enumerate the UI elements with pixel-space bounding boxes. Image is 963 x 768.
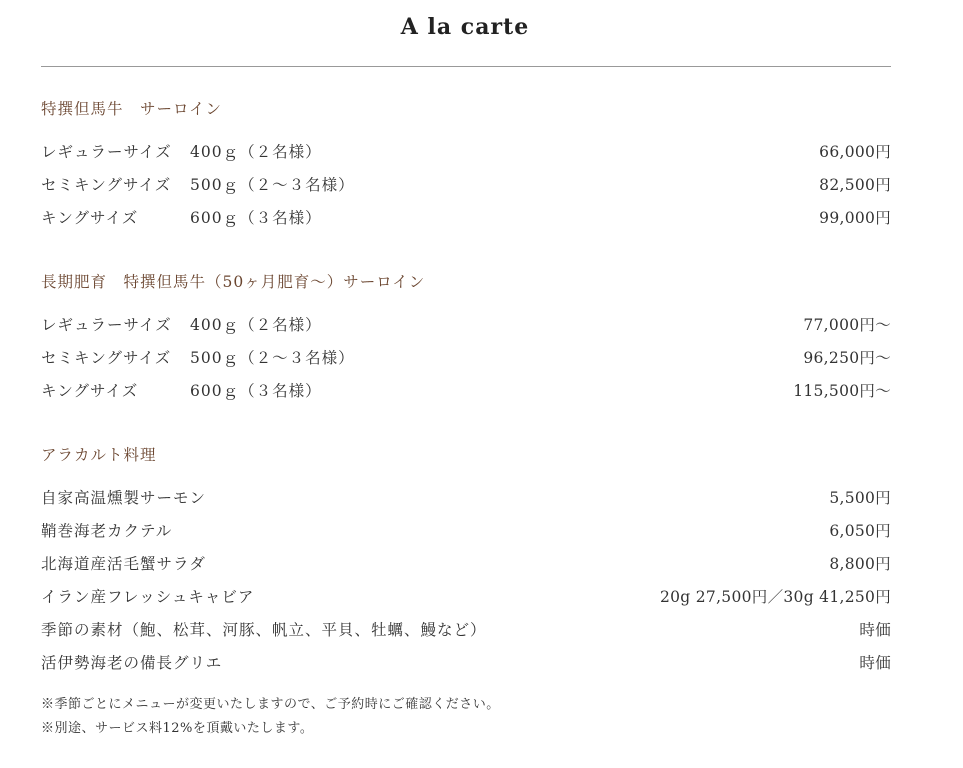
price-label: 77,000円～	[803, 316, 891, 334]
section-title: 特撰但馬牛 サーロイン	[41, 100, 223, 118]
menu-row	[41, 136, 891, 169]
size-label: セミキングサイズ	[41, 176, 172, 194]
size-label: キングサイズ	[41, 382, 139, 400]
menu-row	[41, 548, 891, 581]
dish-name: イラン産フレッシュキャビア	[41, 588, 255, 606]
price-label: 時価	[859, 654, 891, 672]
weight-label: 600ｇ（３名様）	[190, 382, 322, 400]
title-divider	[41, 66, 891, 67]
menu-row	[41, 515, 891, 548]
footnotes	[41, 693, 891, 741]
dish-name: 活伊勢海老の備長グリエ	[41, 654, 223, 672]
dish-name: 季節の素材（鮑、松茸、河豚、帆立、平貝、牡蠣、鰻など）	[41, 621, 487, 639]
price-label: 6,050円	[829, 522, 891, 540]
price-label: 8,800円	[829, 555, 891, 573]
price-label: 時価	[859, 621, 891, 639]
menu-row	[41, 202, 891, 235]
section-title: 長期肥育 特撰但馬牛（50ヶ月肥育～）サーロイン	[41, 273, 426, 291]
price-label: 115,500円～	[793, 382, 891, 400]
dish-name: 北海道産活毛蟹サラダ	[41, 555, 206, 573]
menu-row	[41, 375, 891, 408]
menu-row	[41, 309, 891, 342]
price-label: 20g 27,500円／30g 41,250円	[659, 588, 891, 606]
size-label: レギュラーサイズ	[41, 143, 172, 161]
menu-row	[41, 169, 891, 202]
section-title: アラカルト料理	[41, 446, 157, 464]
weight-label: 600ｇ（３名様）	[190, 209, 322, 227]
menu-row	[41, 342, 891, 375]
menu-row	[41, 482, 891, 515]
footnote-menu-change: ※季節ごとにメニューが変更いたしますので、ご予約時にご確認ください。	[41, 697, 500, 712]
page-title: A la carte	[400, 14, 530, 40]
footnote-service-charge: ※別途、サービス料12%を頂戴いたします。	[41, 721, 314, 736]
section-a-la-carte-dishes	[41, 442, 891, 680]
price-label: 66,000円	[819, 143, 891, 161]
section-tajima-sirloin	[41, 96, 891, 235]
menu-row	[41, 581, 891, 614]
size-label: キングサイズ	[41, 209, 139, 227]
weight-label: 400ｇ（２名様）	[190, 316, 322, 334]
price-label: 5,500円	[829, 489, 891, 507]
weight-label: 500ｇ（２～３名様）	[190, 176, 355, 194]
size-label: レギュラーサイズ	[41, 316, 172, 334]
price-label: 82,500円	[819, 176, 891, 194]
weight-label: 500ｇ（２～３名様）	[190, 349, 355, 367]
size-label: セミキングサイズ	[41, 349, 172, 367]
price-label: 96,250円～	[803, 349, 891, 367]
menu-list	[41, 309, 891, 408]
menu-row	[41, 614, 891, 647]
dish-name: 自家高温燻製サーモン	[41, 489, 207, 507]
weight-label: 400ｇ（２名様）	[190, 143, 322, 161]
section-long-fattened-sirloin	[41, 269, 891, 408]
menu-list	[41, 482, 891, 680]
menu-row	[41, 647, 891, 680]
price-label: 99,000円	[819, 209, 891, 227]
menu-list	[41, 136, 891, 235]
dish-name: 鞘巻海老カクテル	[41, 522, 173, 540]
